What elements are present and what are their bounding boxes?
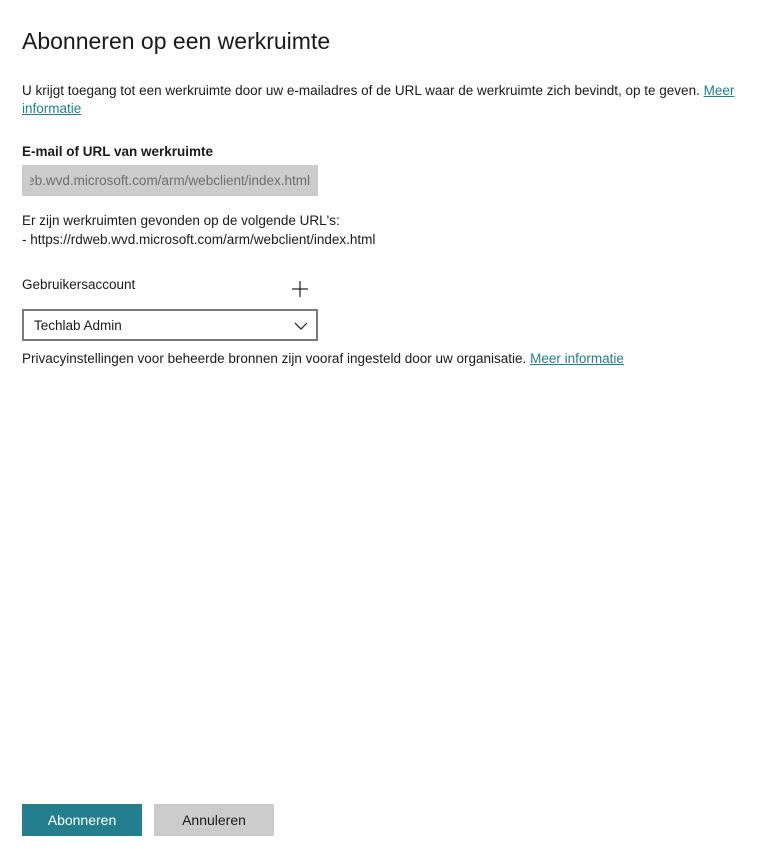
workspace-field-label: E-mail of URL van werkruimte [22, 144, 214, 159]
subscribe-button[interactable]: Abonneren [22, 804, 142, 836]
found-workspace-url: - https://rdweb.wvd.microsoft.com/arm/webclient/index.html [22, 232, 376, 247]
user-account-selected: Techlab Admin [34, 318, 122, 333]
privacy-more-info-link[interactable]: Meer informatie [530, 351, 624, 366]
intro-text: U krijgt toegang tot een werkruimte door uw e-mailadres of de URL waar de werkruimte zich bevindt, op te geven. [22, 83, 700, 98]
intro-more-info-link[interactable]: Meer informatie [22, 83, 735, 116]
cancel-button[interactable]: Annuleren [154, 804, 274, 836]
intro-paragraph [22, 82, 770, 118]
plus-icon [289, 278, 311, 300]
user-account-dropdown[interactable] [22, 309, 318, 341]
dialog-title: Abonneren op een werkruimte [22, 28, 331, 54]
workspace-url-input[interactable] [22, 165, 318, 196]
privacy-text: Privacyinstellingen voor beheerde bronnen zijn vooraf ingesteld door uw organisatie. [22, 351, 527, 366]
found-workspaces-heading: Er zijn werkruimten gevonden op de volgende URL's: [22, 213, 340, 228]
add-account-button[interactable] [289, 278, 311, 300]
found-workspaces-message [22, 211, 762, 249]
chevron-down-icon [294, 319, 308, 333]
privacy-notice [22, 350, 772, 368]
user-account-label: Gebruikersaccount [22, 277, 136, 292]
